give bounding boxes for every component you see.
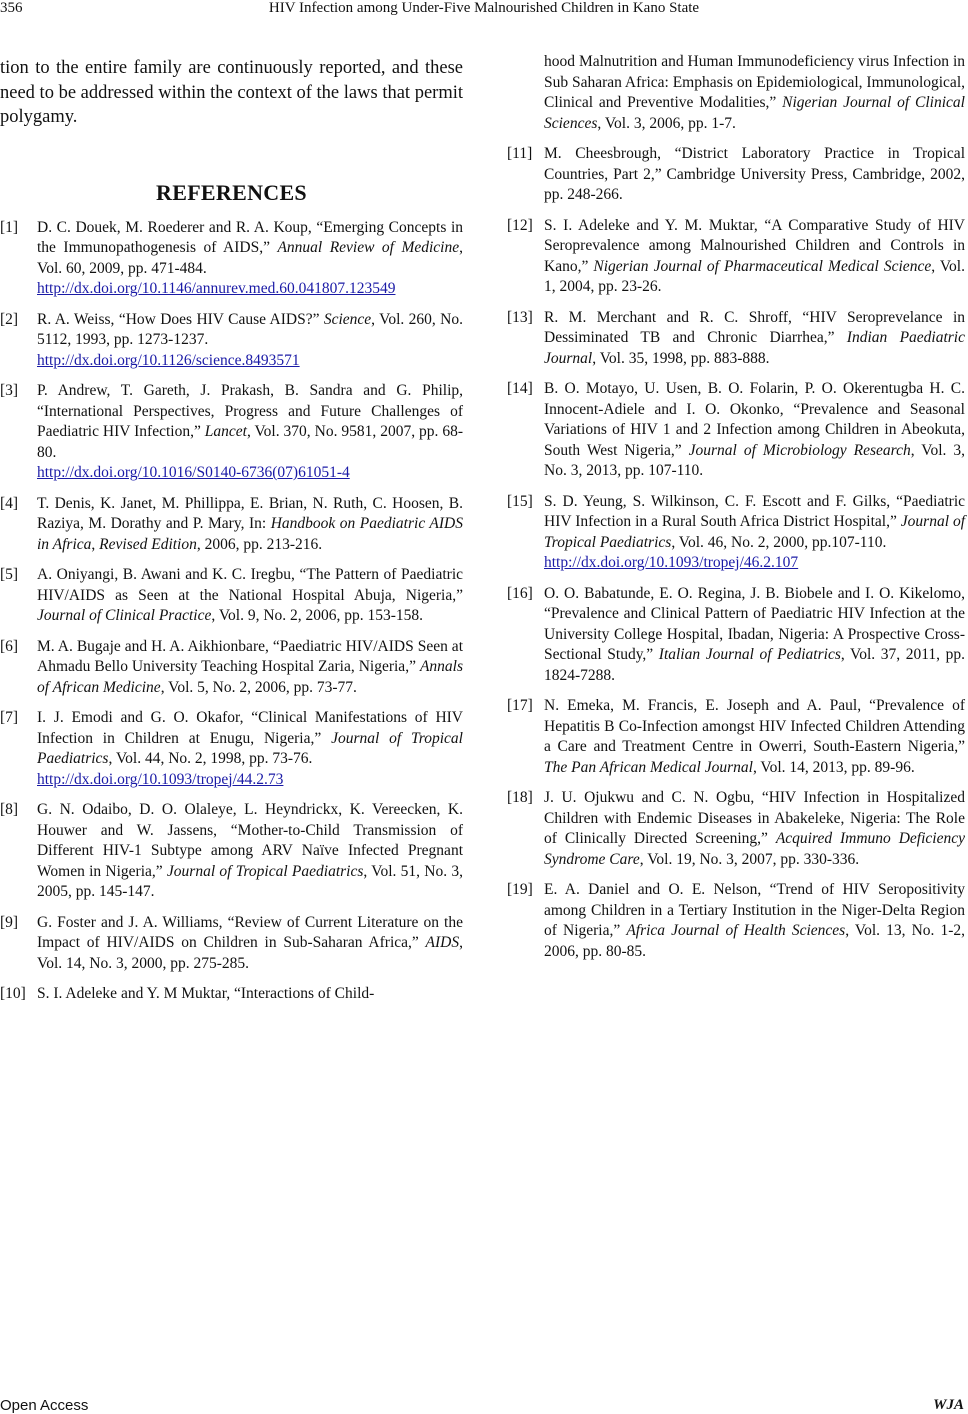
reference-number: [2] xyxy=(0,310,19,328)
reference-journal: Annals of African Medicine xyxy=(37,658,463,696)
reference-number: [1] xyxy=(0,218,19,236)
reference-number: [13] xyxy=(507,308,533,326)
reference-text: , Vol. 14, No. 3, 2000, pp. 275-285. xyxy=(37,934,463,972)
reference-number: [6] xyxy=(0,637,19,655)
reference-number: [9] xyxy=(0,913,19,931)
reference-text: R. M. Merchant and R. C. Shroff, “HIV Seroprevelance in Dessiminated TB and Chronic Diarrhea,” xyxy=(544,308,965,346)
reference-text: G. N. Odaibo, D. O. Olaleye, L. Heyndrickx, K. Vereecken, K. Houwer and W. Jassens, “Mother-to-Child Transmission of Different HIV-1 Subtype among ARV Naïve Infected Pregnant Women in Nigeria,” xyxy=(37,801,463,880)
reference-journal: The Pan African Medical Journal xyxy=(544,758,753,776)
reference-item xyxy=(0,708,463,790)
reference-number: [17] xyxy=(507,697,533,714)
reference-journal: Handbook on Paediatric AIDS in Africa xyxy=(37,515,463,553)
reference-number: [16] xyxy=(507,584,533,602)
footer-open-access: Open Access xyxy=(0,1397,89,1414)
reference-item xyxy=(0,381,463,484)
reference-journal: Africa Journal of Health Sciences xyxy=(626,922,846,939)
reference-item xyxy=(507,379,965,482)
reference-text: , Vol. 5, No. 2, 2006, pp. 73-77. xyxy=(160,678,357,696)
doi-link[interactable]: http://dx.doi.org/10.1126/science.8493571 xyxy=(37,351,300,369)
reference-journal: Nigerian Journal of Pharmaceutical Medical Science xyxy=(593,257,932,275)
reference-text: , Vol. 37, 2011, pp. 1824-7288. xyxy=(544,646,965,684)
reference-text: S. I. Adeleke and Y. M. Muktar, “A Comparative Study of HIV Seroprevalence among Malnourished Children and Controls in Kano,” xyxy=(544,216,965,275)
reference-number: [8] xyxy=(0,801,19,818)
reference-item xyxy=(507,308,965,370)
reference-item xyxy=(507,144,965,206)
reference-text: M. A. Bugaje and H. A. Aikhionbare, “Paediatric HIV/AIDS Seen at Ahmadu Bello University Teaching Hospital Zaria, Nigeria,” xyxy=(37,637,463,675)
doi-link[interactable]: http://dx.doi.org/10.1016/S0140-6736(07)61051-4 xyxy=(37,464,350,481)
reference-number: [3] xyxy=(0,382,19,399)
reference-item xyxy=(0,565,463,627)
reference-journal: Journal of Microbiology Research xyxy=(688,441,911,459)
reference-number: [4] xyxy=(0,494,19,512)
reference-number: [7] xyxy=(0,709,19,726)
reference-number: [18] xyxy=(507,789,533,806)
reference-journal: Acquired Immuno Deficiency Syndrome Care xyxy=(544,830,965,868)
page-number: 356 xyxy=(0,0,23,16)
right-column xyxy=(507,52,965,972)
reference-number: [12] xyxy=(507,216,533,234)
reference-text: , Vol. 1, 2004, pp. 23-26. xyxy=(544,257,965,295)
reference-text: S. I. Adeleke and Y. M Muktar, “Interactions of Child- xyxy=(37,985,375,1002)
references-list-right xyxy=(507,52,965,962)
reference-item xyxy=(507,584,965,687)
reference-text: , Vol. 19, No. 3, 2007, pp. 330-336. xyxy=(639,850,860,868)
reference-text: , Vol. 3, No. 3, 2013, pp. 107-110. xyxy=(544,441,965,479)
reference-item xyxy=(0,913,463,975)
reference-text: , Vol. 370, No. 9581, 2007, pp. 68-80. xyxy=(37,423,463,461)
reference-text: , Vol. 3, 2006, pp. 1-7. xyxy=(597,114,736,132)
intro-paragraph: tion to the entire family are continuously reported, and these need to be addressed within the context of the laws that permit polygamy. xyxy=(0,58,463,127)
reference-text: S. D. Yeung, S. Wilkinson, C. F. Escott and F. Gilks, “Paediatric HIV Infection in a Rural South Africa District Hospital,” xyxy=(544,492,965,530)
doi-link[interactable]: http://dx.doi.org/10.1146/annurev.med.60.041807.123549 xyxy=(37,280,396,297)
reference-item xyxy=(507,788,965,870)
reference-text: , Vol. 9, No. 2, 2006, pp. 153-158. xyxy=(211,607,424,624)
reference-text: M. Cheesbrough, “District Laboratory Practice in Tropical Countries, Part 2,” Cambridge University Press, Cambridge, 2002, pp. 248-266. xyxy=(544,145,965,203)
reference-item xyxy=(0,218,463,300)
doi-link[interactable]: http://dx.doi.org/10.1093/tropej/46.2.107 xyxy=(544,554,799,571)
reference-item xyxy=(0,310,463,372)
reference-number: [15] xyxy=(507,492,533,510)
reference-number: [19] xyxy=(507,881,533,898)
reference-text: , Vol. 13, No. 1-2, 2006, pp. 80-85. xyxy=(544,922,966,960)
reference-text: N. Emeka, M. Francis, E. Joseph and A. Paul, “Prevalence of Hepatitis B Co-Infection amongst HIV Infected Children Attending a Care and Treatment Centre in Owerri, South-Eastern Nigeria,” xyxy=(544,697,965,755)
reference-text: , Vol. 44, No. 2, 1998, pp. 73-76. xyxy=(108,750,313,767)
reference-item xyxy=(0,984,463,1005)
reference-item xyxy=(507,52,965,134)
reference-text: , Vol. 46, No. 2, 2000, pp.107-110. xyxy=(671,533,887,551)
reference-text: E. A. Daniel and O. E. Nelson, “Trend of HIV Seropositivity among Children in a Tertiary Institution in the Niger-Delta Region of Nigeria,” xyxy=(544,881,965,939)
reference-text: , Vol. 260, No. 5112, 1993, pp. 1273-1237. xyxy=(37,310,463,348)
reference-journal: Journal of Tropical Paediatrics xyxy=(166,862,364,880)
reference-text: , Vol. 14, 2013, pp. 89-96. xyxy=(752,758,915,776)
reference-text: , Vol. 35, 1998, pp. 883-888. xyxy=(592,349,770,367)
reference-text: T. Denis, K. Janet, M. Phillippa, E. Brian, N. Ruth, C. Hoosen, B. Raziya, M. Dorathy and P. Mary, In: xyxy=(37,494,463,532)
reference-number: [10] xyxy=(0,985,26,1002)
reference-number: [11] xyxy=(507,145,533,162)
running-title: HIV Infection among Under-Five Malnourished Children in Kano State xyxy=(268,0,700,16)
reference-journal: Journal of Tropical Paediatrics xyxy=(37,729,463,767)
reference-text: , xyxy=(91,535,100,553)
reference-journal: Annual Review of Medicine xyxy=(277,239,460,256)
reference-text: , 2006, pp. 213-216. xyxy=(196,535,323,553)
reference-journal: Lancet xyxy=(204,423,247,440)
reference-journal: Nigerian Journal of Clinical Sciences xyxy=(544,94,965,132)
reference-number: [5] xyxy=(0,566,19,583)
reference-journal: Journal of Tropical Paediatrics xyxy=(544,513,966,551)
reference-text: , Vol. 51, No. 3, 2005, pp. 145-147. xyxy=(37,862,463,900)
reference-journal: Indian Paediatric Journal xyxy=(544,329,965,367)
left-column xyxy=(0,56,463,1015)
reference-journal: Italian Journal of Pediatrics xyxy=(658,646,841,663)
reference-journal: Journal of Clinical Practice xyxy=(37,607,212,624)
reference-text: J. U. Ojukwu and C. N. Ogbu, “HIV Infection in Hospitalized Children with Endemic Diseases in Abakeleke, Nigeria: The Role of Clinically Directed Screening,” xyxy=(544,789,965,847)
reference-journal: Science xyxy=(323,310,372,328)
reference-text: , Vol. 60, 2009, pp. 471-484. xyxy=(37,239,463,277)
reference-text: B. O. Motayo, U. Usen, B. O. Folarin, P. O. Okerentugba H. C. Innocent-Adiele and I. O. Okonko, “Prevalence and Seasonal Variations of HIV 1 and 2 Infection among Children in Abeokuta, South West Nigeria,” xyxy=(544,380,965,459)
reference-text: I. J. Emodi and G. O. Okafor, “Clinical Manifestations of HIV Infection in Children at Enugu, Nigeria,” xyxy=(37,709,463,747)
reference-text: R. A. Weiss, “How Does HIV Cause AIDS?” xyxy=(37,310,324,328)
reference-item xyxy=(0,637,463,699)
reference-text: P. Andrew, T. Gareth, J. Prakash, B. Sandra and G. Philip, “International Perspectives, Progress and Future Challenges of Paediatric HIV Infection,” xyxy=(37,382,463,440)
reference-text: D. C. Douek, M. Roederer and R. A. Koup, “Emerging Concepts in the Immunopathogenesis of AIDS,” xyxy=(37,218,463,256)
doi-link[interactable]: http://dx.doi.org/10.1093/tropej/44.2.73 xyxy=(37,770,284,788)
reference-number: [14] xyxy=(507,380,533,397)
footer-journal-abbrev: WJA xyxy=(933,1397,964,1413)
references-list-left xyxy=(0,218,463,1005)
reference-text: A. Oniyangi, B. Awani and K. C. Iregbu, “The Pattern of Paediatric HIV/AIDS as Seen at the National Hospital Abuja, Nigeria,” xyxy=(37,566,463,604)
reference-journal: Revised Edition xyxy=(99,535,197,553)
reference-item xyxy=(507,216,965,298)
reference-text: G. Foster and J. A. Williams, “Review of Current Literature on the Impact of HIV/AIDS on Children in Sub-Saharan Africa,” xyxy=(37,913,463,951)
reference-item xyxy=(0,494,463,556)
references-heading: REFERENCES xyxy=(156,179,307,205)
reference-item xyxy=(507,696,965,778)
reference-item xyxy=(0,800,463,903)
reference-item xyxy=(507,492,965,574)
reference-text: hood Malnutrition and Human Immunodeficiency virus Infection in Sub Saharan Africa: Emphasis on Epidemiological, Immunological, Clinical and Preventive Modalities,” xyxy=(544,53,965,111)
reference-item xyxy=(507,880,965,962)
reference-text: O. O. Babatunde, E. O. Regina, J. B. Biobele and I. O. Kikelomo, “Prevalence and Clinical Pattern of Paediatric HIV Infection at the University College Hospital, Ibadan, Nigeria: A Prospective Cross-Sectional Study,” xyxy=(544,584,965,663)
reference-journal: AIDS xyxy=(425,934,460,951)
